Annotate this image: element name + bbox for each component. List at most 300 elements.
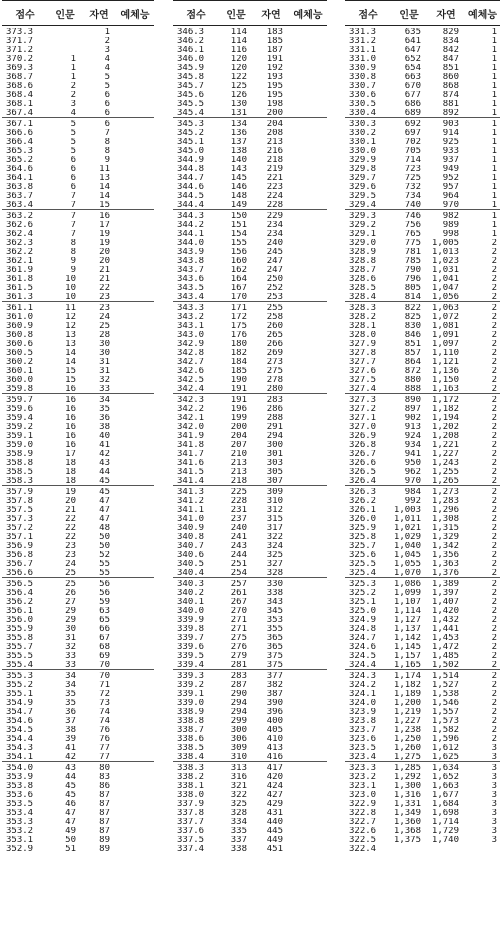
header-humanities: 인문 [219, 1, 253, 26]
cell-c [465, 118, 500, 210]
header-arts-physical: 예체능 [116, 1, 154, 26]
cell-value: 692 [404, 120, 421, 129]
cell-value: 1,573 [431, 717, 459, 726]
cell-value: 1,453 [431, 634, 459, 643]
cell-value: 59 [99, 598, 110, 607]
cell-value: 50 [99, 533, 110, 542]
cell-value: 2 [70, 91, 76, 100]
cell-value: 1 [491, 138, 497, 147]
cell-value: 1 [70, 64, 76, 73]
cell-value: 307 [266, 477, 283, 486]
cell-value: 38 [65, 726, 76, 735]
cell-value: 299 [230, 717, 247, 726]
cell-value: 868 [442, 82, 459, 91]
cell-score [2, 762, 48, 854]
cell-value [116, 266, 154, 275]
cell-value: 341.6 [177, 459, 205, 468]
cell-value [116, 497, 154, 506]
cell-value: 1,137 [393, 625, 421, 634]
cell-value: 33 [65, 661, 76, 670]
cell-value [116, 459, 154, 468]
cell-value: 440 [266, 818, 283, 827]
cell-value: 344.9 [177, 156, 205, 165]
cell-c [465, 486, 500, 578]
cell-value: 362.4 [6, 230, 34, 239]
cell-value: 775 [404, 239, 421, 248]
cell-value: 16 [65, 396, 76, 405]
cell-value: 316 [230, 773, 247, 782]
cell-value: 3 [491, 782, 497, 791]
cell-value: 2 [491, 708, 497, 717]
cell-value: 368.1 [6, 100, 34, 109]
cell-value: 2 [491, 293, 497, 302]
cell-value: 1,157 [393, 652, 421, 661]
cell-value: 12 [65, 313, 76, 322]
cell-value: 19 [99, 239, 110, 248]
cell-value: 354.9 [6, 699, 34, 708]
cell-value: 449 [266, 836, 283, 845]
cell-value: 340.1 [177, 598, 205, 607]
cell-value: 286 [266, 405, 283, 414]
cell-value: 69 [99, 652, 110, 661]
cell-value: 343.8 [177, 257, 205, 266]
cell-value: 325 [266, 551, 283, 560]
cell-value: 191 [230, 396, 247, 405]
table-row-group [173, 394, 327, 486]
cell-value: 2 [491, 497, 497, 506]
cell-value: 343.6 [177, 275, 205, 284]
cell-value [116, 533, 154, 542]
cell-value: 324.8 [349, 625, 377, 634]
cell-value: 23 [65, 542, 76, 551]
cell-value [289, 717, 327, 726]
cell-value: 1,255 [431, 468, 459, 477]
cell-value: 1,194 [431, 414, 459, 423]
cell-value: 345.3 [177, 120, 205, 129]
cell-value: 338 [266, 589, 283, 598]
cell-value: 355.8 [6, 634, 34, 643]
cell-value [289, 55, 327, 64]
cell-value: 1,527 [431, 681, 459, 690]
cell-value: 396 [266, 708, 283, 717]
cell-value: 276 [230, 643, 247, 652]
cell-value: 358.5 [6, 468, 34, 477]
cell-value: 361.0 [6, 313, 34, 322]
header-arts-physical: 예체능 [289, 1, 327, 26]
cell-value: 340.5 [177, 560, 205, 569]
cell-value: 340.2 [177, 589, 205, 598]
cell-value: 330.3 [349, 120, 377, 129]
cell-value: 1,300 [393, 782, 421, 791]
cell-value: 219 [266, 165, 283, 174]
cell-value: 2 [491, 405, 497, 414]
cell-value: 191 [266, 55, 283, 64]
header-natural-science: 자연 [427, 1, 465, 26]
cell-a [391, 26, 427, 118]
cell-value: 322.9 [349, 800, 377, 809]
cell-value: 365.3 [6, 147, 34, 156]
cell-value: 2 [491, 607, 497, 616]
cell-value: 362.2 [6, 248, 34, 257]
cell-value: 224 [266, 192, 283, 201]
cell-value: 872 [404, 367, 421, 376]
cell-value: 185 [266, 37, 283, 46]
cell-value: 342.0 [177, 423, 205, 432]
cell-value [289, 560, 327, 569]
cell-value: 327.0 [349, 423, 377, 432]
cell-value: 328 [230, 809, 247, 818]
cell-value [289, 690, 327, 699]
cell-value: 851 [404, 340, 421, 349]
cell-value: 87 [99, 791, 110, 800]
cell-value: 325.5 [349, 560, 377, 569]
cell-value: 241 [230, 533, 247, 542]
cell-value: 1,091 [431, 331, 459, 340]
cell-value: 417 [266, 764, 283, 773]
cell-score [345, 302, 391, 394]
cell-value: 50 [65, 836, 76, 845]
header-row [173, 1, 327, 26]
cell-value: 331.2 [349, 37, 377, 46]
cell-c [116, 210, 154, 302]
cell-value: 322 [266, 533, 283, 542]
cell-value: 1,296 [431, 506, 459, 515]
cell-value: 156 [230, 248, 247, 257]
cell-value: 280 [266, 385, 283, 394]
cell-value: 360.2 [6, 358, 34, 367]
cell-value [116, 73, 154, 82]
cell-value: 89 [99, 836, 110, 845]
cell-value [116, 551, 154, 560]
cell-value: 330.7 [349, 82, 377, 91]
cell-value: 55 [99, 560, 110, 569]
cell-value: 328.8 [349, 257, 377, 266]
cell-value [289, 432, 327, 441]
cell-value [289, 625, 327, 634]
cell-value [289, 809, 327, 818]
cell-value: 313 [230, 764, 247, 773]
cell-value: 842 [442, 46, 459, 55]
cell-value [116, 625, 154, 634]
cell-value: 1,265 [431, 477, 459, 486]
cell-value: 370.2 [6, 55, 34, 64]
cell-score [345, 670, 391, 762]
cell-value: 913 [404, 423, 421, 432]
cell-value: 329.3 [349, 212, 377, 221]
cell-value: 925 [442, 138, 459, 147]
cell-value: 790 [404, 266, 421, 275]
cell-value: 16 [65, 432, 76, 441]
cell-value: 253 [266, 293, 283, 302]
cell-value: 338 [230, 845, 247, 854]
cell-score [173, 302, 219, 394]
table-row-group [345, 210, 500, 302]
cell-value: 1,238 [393, 726, 421, 735]
cell-score [2, 302, 48, 394]
cell-value: 1,285 [393, 764, 421, 773]
cell-value: 880 [404, 376, 421, 385]
cell-value: 68 [99, 643, 110, 652]
table-row-group [2, 210, 154, 302]
cell-value: 340.7 [177, 542, 205, 551]
cell-value: 796 [404, 275, 421, 284]
cell-value: 312 [266, 506, 283, 515]
cell-score [173, 26, 219, 118]
cell-value: 204 [266, 120, 283, 129]
cell-value [116, 304, 154, 313]
cell-value: 2 [491, 459, 497, 468]
cell-value: 2 [491, 598, 497, 607]
cell-value [116, 284, 154, 293]
cell-value: 8 [70, 239, 76, 248]
cell-value: 67 [99, 634, 110, 643]
cell-value: 338.2 [177, 773, 205, 782]
cell-value: 1 [491, 129, 497, 138]
cell-value: 210 [230, 450, 247, 459]
cell-value: 331.0 [349, 55, 377, 64]
cell-value: 903 [442, 120, 459, 129]
cell-value: 847 [442, 55, 459, 64]
cell-value: 339.8 [177, 625, 205, 634]
cell-value: 279 [230, 652, 247, 661]
cell-c [289, 26, 327, 118]
cell-value: 2 [491, 569, 497, 578]
cell-value [116, 717, 154, 726]
cell-value: 330.8 [349, 73, 377, 82]
cell-value: 663 [404, 73, 421, 82]
cell-value: 1,099 [393, 589, 421, 598]
cell-value: 1,275 [393, 753, 421, 762]
cell-value: 366.4 [6, 138, 34, 147]
cell-value: 356.4 [6, 589, 34, 598]
cell-a [219, 210, 253, 302]
cell-c [465, 394, 500, 486]
cell-value: 342.7 [177, 358, 205, 367]
cell-value: 344.5 [177, 192, 205, 201]
cell-value: 16 [65, 423, 76, 432]
cell-value: 65 [99, 616, 110, 625]
cell-value: 1,165 [393, 661, 421, 670]
cell-value [289, 551, 327, 560]
cell-value: 342.2 [177, 405, 205, 414]
cell-value: 1,502 [431, 661, 459, 670]
cell-value: 641 [404, 37, 421, 46]
cell-value: 77 [99, 744, 110, 753]
cell-value: 338.3 [177, 764, 205, 773]
cell-value: 1 [491, 165, 497, 174]
cell-value: 1,625 [431, 753, 459, 762]
cell-value [289, 322, 327, 331]
cell-value: 326.3 [349, 488, 377, 497]
cell-value: 251 [230, 560, 247, 569]
cell-value: 355.4 [6, 661, 34, 670]
cell-score [173, 394, 219, 486]
cell-value: 21 [65, 506, 76, 515]
cell-score [2, 486, 48, 578]
cell-value: 345.6 [177, 91, 205, 100]
cell-value: 160 [230, 257, 247, 266]
cell-value: 1,072 [431, 313, 459, 322]
cell-value [48, 28, 82, 37]
cell-value [116, 524, 154, 533]
cell-value: 3 [104, 46, 110, 55]
cell-c [116, 118, 154, 210]
cell-value: 185 [230, 367, 247, 376]
table-row-group [173, 762, 327, 854]
cell-value: 77 [99, 753, 110, 762]
cell-value: 359.6 [6, 405, 34, 414]
cell-value [116, 230, 154, 239]
cell-value [116, 221, 154, 230]
cell-value: 344.4 [177, 201, 205, 210]
cell-a [48, 578, 82, 670]
cell-value: 1,677 [431, 791, 459, 800]
cell-value: 24 [65, 560, 76, 569]
cell-value: 732 [404, 183, 421, 192]
cell-value: 176 [230, 331, 247, 340]
cell-a [219, 394, 253, 486]
cell-value: 149 [230, 201, 247, 210]
cell-value [116, 55, 154, 64]
cell-a [219, 670, 253, 762]
cell-value [116, 275, 154, 284]
cell-value: 860 [442, 73, 459, 82]
cell-value: 2 [491, 396, 497, 405]
cell-value: 2 [491, 652, 497, 661]
cell-value: 192 [266, 64, 283, 73]
cell-value [116, 827, 154, 836]
cell-value: 171 [230, 304, 247, 313]
cell-b [253, 302, 289, 394]
cell-value [289, 174, 327, 183]
cell-value: 427 [266, 791, 283, 800]
cell-value: 343.4 [177, 293, 205, 302]
table-row-group [173, 578, 327, 670]
cell-value: 329.9 [349, 156, 377, 165]
cell-value: 2 [70, 82, 76, 91]
cell-b [82, 210, 116, 302]
cell-value: 254 [230, 569, 247, 578]
cell-value: 310 [266, 497, 283, 506]
table-row-group [345, 762, 500, 854]
cell-value: 43 [65, 764, 76, 773]
cell-value: 2 [491, 450, 497, 459]
cell-value: 1,200 [393, 699, 421, 708]
cell-value: 2 [491, 349, 497, 358]
cell-value [289, 726, 327, 735]
cell-value: 41 [99, 441, 110, 450]
cell-b [253, 670, 289, 762]
cell-value: 1,142 [393, 634, 421, 643]
cell-value: 328 [266, 569, 283, 578]
cell-value: 317 [266, 524, 283, 533]
cell-value [289, 100, 327, 109]
cell-value: 1 [491, 91, 497, 100]
cell-value: 785 [404, 257, 421, 266]
cell-value: 689 [404, 109, 421, 118]
cell-value [116, 367, 154, 376]
cell-value: 344.8 [177, 165, 205, 174]
cell-value [116, 432, 154, 441]
cell-value: 326.0 [349, 515, 377, 524]
cell-value: 781 [404, 248, 421, 257]
cell-value: 266 [266, 340, 283, 349]
cell-value: 328.3 [349, 304, 377, 313]
header-score: 점수 [173, 1, 219, 26]
cell-value: 1,557 [431, 708, 459, 717]
cell-value: 371.7 [6, 37, 34, 46]
cell-value [289, 349, 327, 358]
cell-value: 327.7 [349, 358, 377, 367]
cell-a [391, 394, 427, 486]
cell-value [289, 450, 327, 459]
cell-value: 2 [491, 634, 497, 643]
cell-value: 74 [99, 717, 110, 726]
cell-value: 950 [404, 459, 421, 468]
cell-c [465, 26, 500, 118]
cell-value: 329.2 [349, 221, 377, 230]
cell-b [427, 486, 465, 578]
cell-value: 47 [99, 506, 110, 515]
cell-value [289, 239, 327, 248]
cell-value: 195 [266, 82, 283, 91]
cell-value: 323.7 [349, 726, 377, 735]
cell-value: 2 [491, 257, 497, 266]
cell-value [465, 845, 500, 854]
cell-value: 339.0 [177, 699, 205, 708]
cell-value [116, 405, 154, 414]
cell-value: 353.9 [6, 773, 34, 782]
cell-value [289, 533, 327, 542]
cell-value: 933 [442, 147, 459, 156]
cell-value: 1,127 [393, 616, 421, 625]
cell-value: 5 [70, 129, 76, 138]
cell-value: 1,329 [431, 533, 459, 542]
cell-value: 354.6 [6, 717, 34, 726]
cell-value: 1,063 [431, 304, 459, 313]
cell-value: 1 [491, 174, 497, 183]
cell-value: 1,031 [431, 266, 459, 275]
cell-value [116, 643, 154, 652]
cell-value [289, 37, 327, 46]
cell-value: 341.3 [177, 488, 205, 497]
header-row [345, 1, 500, 26]
cell-value: 346.3 [177, 28, 205, 37]
header-humanities: 인문 [391, 1, 427, 26]
cell-value [116, 239, 154, 248]
cell-value [289, 441, 327, 450]
cell-value: 345.0 [177, 147, 205, 156]
cell-value: 357.5 [6, 506, 34, 515]
cell-value [116, 764, 154, 773]
cell-value [116, 396, 154, 405]
cell-value: 29 [65, 607, 76, 616]
cell-value: 267 [230, 598, 247, 607]
cell-value: 240 [230, 524, 247, 533]
cell-value: 1,546 [431, 699, 459, 708]
cell-value: 323.5 [349, 744, 377, 753]
cell-value: 897 [404, 405, 421, 414]
cell-value: 322.4 [349, 845, 377, 854]
cell-value: 339.3 [177, 672, 205, 681]
cell-value: 1 [491, 73, 497, 82]
cell-value: 390 [266, 699, 283, 708]
cell-value: 22 [65, 533, 76, 542]
cell-value [116, 580, 154, 589]
cell-value [116, 46, 154, 55]
cell-value: 346.1 [177, 46, 205, 55]
cell-value: 309 [230, 744, 247, 753]
